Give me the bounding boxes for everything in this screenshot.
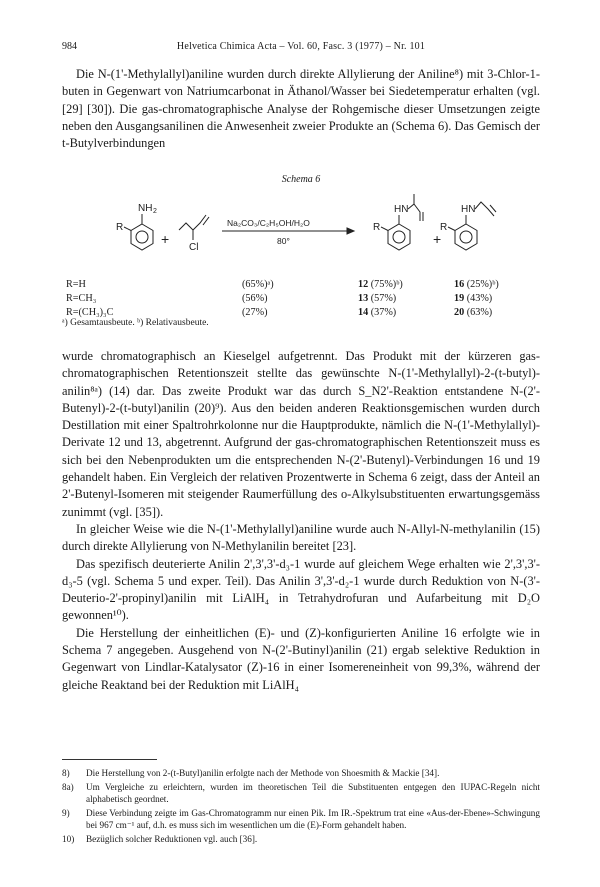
scheme-6 [62,170,540,330]
body-paragraph: In gleicher Weise wie die N-(1'-Methylallyl)aniline wurde auch N-Allyl-N-methylanilin (15) durch direkte Allylierung von N-Methylanilin bereitet [23]. [62,521,540,554]
reactant-rows [66,278,113,320]
svg-text:R: R [373,222,381,233]
compound-number: 20 [454,307,465,318]
body-paragraph: Die Herstellung der einheitlichen (E)- und (Z)-konfigurierten Aniline 16 erfolgte wie in Schema 7 angegeben. Ausgehend von N-(2'-Butinyl)anilin (21) ergab selektive Reduktion in Gegenwart von Lindlar-Katalysator (Z)-16 in einer Isomereneinheit von 99,3%, während der gleiche Reaktand bei der Reduktion mit LiAlH₄ [62,625,540,692]
product-methylallyl-structure [373,194,423,250]
reactant-row: R=(CH₃)₃C [66,307,114,318]
footnote [62,781,540,805]
footnote [62,767,540,779]
reactant-row: R=CH₃ [66,293,97,304]
footnote [62,807,540,831]
scheme-title: Schema 6 [281,174,321,185]
footnote-mark: 9) [62,807,70,818]
yield-value: (43%) [466,293,493,304]
svg-text:R: R [116,222,124,233]
reaction-scheme-drawing [62,184,540,274]
footnote-text: Um Vergleiche zu erleichtern, wurden im theoretischen Teil die Substituenten entgegen den IUPAC-Regeln nicht alphabetisch geordnet. [86,781,540,804]
svg-text:HN: HN [461,204,476,215]
yield-value: (56%) [242,293,268,304]
reaction-arrow [222,228,354,234]
compound-number: 14 [358,307,369,318]
yield-value: (75%)ᵇ) [370,279,403,290]
footnote-mark: 10) [62,833,75,844]
running-title: Helvetica Chimica Acta – Vol. 60, Fasc. 3 (1977) – Nr. 101 [176,41,426,52]
svg-text:NH: NH [138,203,153,214]
footnotes [62,767,540,846]
compound-number: 13 [358,293,369,304]
body-paragraph: Das spezifisch deuterierte Anilin 2',3',3'-d₃-1 wurde auf gleichem Wege erhalten wie 2',3',3'-d₃-5 (vgl. Schema 5 und exper. Teil). Das Anilin 3',3'-d₂-1 wurde durch Reduktion von N-(3'-Deuterio-2'-propinyl)anilin mit LiAlH₄ in Tetrahydrofuran und Aufarbeitung mit D₂O gewonnen¹⁰). [62,556,540,623]
reagents-label: Na₂CO₃/C₂H₅OH/H₂O [227,218,310,228]
svg-text:HN: HN [394,204,409,215]
yield-value: (27%) [242,307,268,318]
yield-value: (25%)ᵇ) [466,279,499,290]
footnote-mark: 8a) [62,781,74,792]
aniline-structure [116,203,157,250]
product-b-yields [454,278,499,320]
footnote-rule [62,759,157,760]
yield-value: (57%) [370,293,397,304]
svg-text:+: + [161,231,170,247]
compound-number: 12 [358,279,369,290]
yield-value: (65%)ᵃ) [242,279,274,290]
svg-text:R: R [440,222,448,233]
footnote [62,833,540,845]
body-text [62,348,540,694]
product-butenyl-structure [440,202,496,250]
total-yields [242,278,274,320]
svg-text:Cl: Cl [189,242,199,253]
yield-value: (63%) [466,307,493,318]
intro-paragraph: Die N-(1'-Methylallyl)aniline wurden durch direkte Allylierung der Aniline⁸) mit 3-Chlor-1-buten in Gegenwart von Natriumcarbonat in Äthanol/Wasser bei Siedetemperatur erhalten (vgl. [29] [30]). Die gas-chromatographische Analyse der Rohgemische dieser Umsetzungen zeigte neben den Ausgangsanilinen die Anwesenheit zweier Produkte an (Schema 6). Das Gemisch der t-Butylverbindungen [62,67,540,151]
compound-number: 19 [454,293,465,304]
footnote-mark: 8) [62,768,70,778]
body-paragraph: wurde chromatographisch an Kieselgel aufgetrennt. Das Produkt mit der kürzeren gas-chromatographischen Retentionszeit stellte das gewünschte N-(1'-Methylallyl)-2-(t-butyl)-anilin⁸ᵃ) (14) dar. Das zweite Produkt war das durch S_N2'-Reaktion entstandene N-(2'-Butenyl)-2-(t-butyl)anilin (20)⁹). Aus den beiden anderen Reaktionsgemischen wurden durch Destillation mit einer Spaltrohrkolonne nur die Hauptprodukte, nämlich die N-(1'-Methylallyl)-Derivate 12 und 13, abgetrennt. Aufgrund der gas-chromatographischen Retentionszeit muss es sich bei den Nebenprodukten um die entsprechenden N-(2'-Butenyl)-Verbindungen 16 und 19 gehandelt haben. Ein Vergleich der relativen Prozentwerte in Schema 6 zeigt, dass der Anteil an 2'-Butenyl-Isomeren mit steigender Raumerfüllung des o-Alkylsubstituenten erwartungsgemäss zunimmt (vgl. [35]). [62,349,540,519]
footnote-text: Bezüglich solcher Reduktionen vgl. auch [36]. [86,833,258,844]
product-a-yields [358,278,403,320]
footnote-text: Die Herstellung von 2-(t-Butyl)anilin erfolgte nach der Methode von Shoesmith & Mackie [34]. [86,768,440,778]
compound-number: 16 [454,279,465,290]
footnote-text: Diese Verbindung zeigte im Gas-Chromatogramm nur einen Pik. Im IR.-Spektrum trat eine «Aus-der-Ebene»-Schwingung bei 967 cm⁻¹ auf, d.h. es muss sich im wesentlichen um die (E)-Form gehandelt haben. [86,807,540,830]
reactant-row: R=H [66,279,86,290]
page-number: 984 [62,41,77,52]
svg-text:+: + [433,231,442,247]
yield-value: (37%) [370,307,397,318]
scheme-footnote: ᵃ) Gesamtausbeute. ᵇ) Relativausbeute. [62,318,209,328]
chlorobutene-structure [179,215,209,253]
svg-text:2: 2 [153,208,157,215]
temperature-label: 80° [277,236,290,246]
